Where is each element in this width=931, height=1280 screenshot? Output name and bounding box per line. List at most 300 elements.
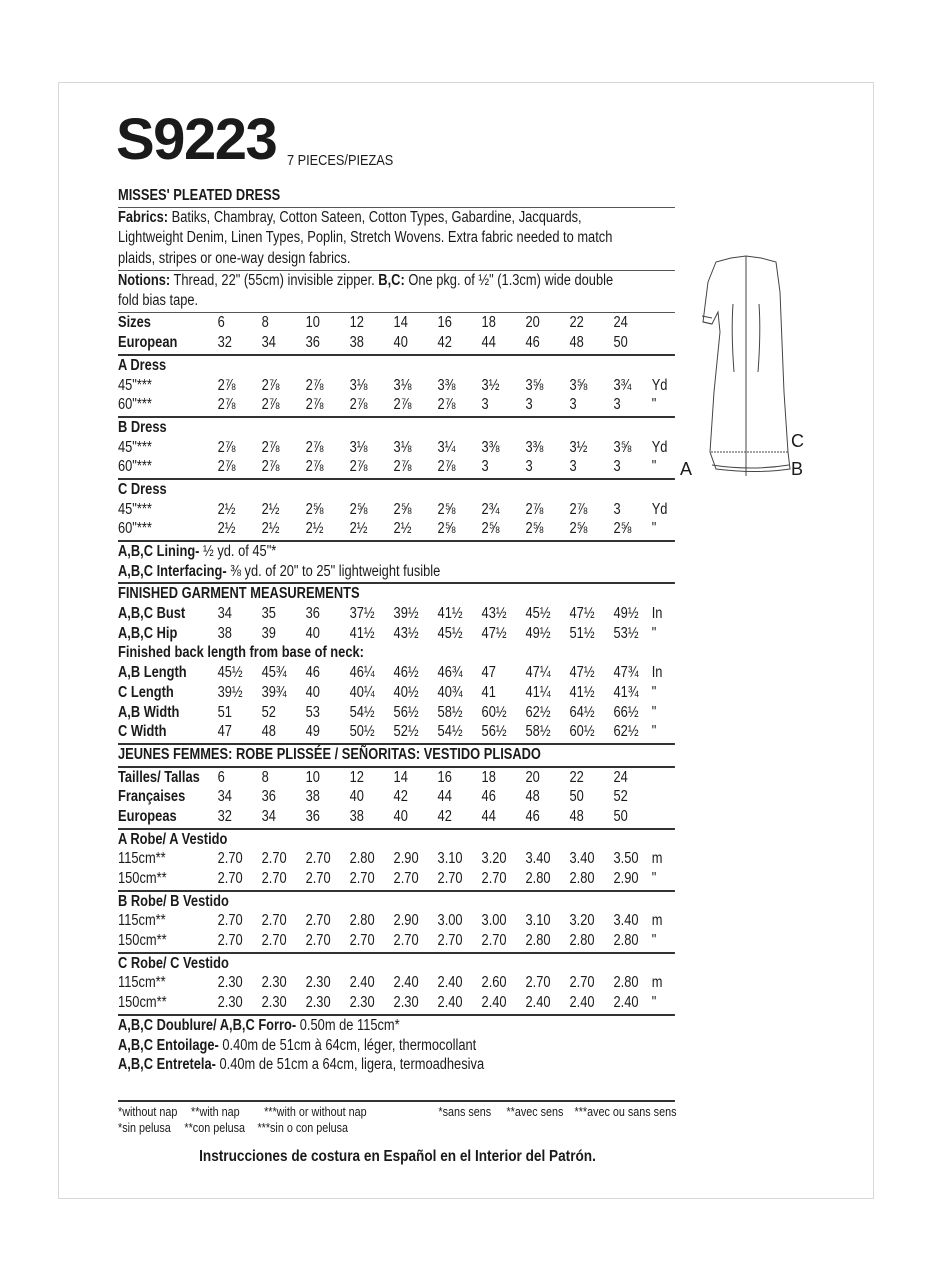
row-label: European — [118, 334, 178, 352]
cell-value: 41½ — [569, 683, 595, 701]
note-text: 0.40m de 51cm à 64cm, léger, thermocollant — [218, 1036, 477, 1054]
cell-value: 2.30 — [349, 994, 375, 1012]
row-label: C Width — [118, 723, 167, 741]
row-label: A,B Length — [118, 664, 187, 682]
cell-value: 3½ — [481, 376, 500, 394]
footnote: ***avec ou sans sens — [574, 1103, 677, 1119]
metric-yardage-row — [118, 993, 675, 1013]
unit: " — [651, 683, 657, 701]
cell-value: 2.40 — [349, 974, 375, 992]
cell-value: 46 — [525, 807, 540, 825]
cell-value: 56½ — [393, 703, 419, 721]
cell-value: 3 — [481, 396, 489, 414]
cell-value: 2⅞ — [305, 396, 324, 414]
note-text: ½ yd. of 45"* — [199, 543, 277, 561]
cell-value: 3.00 — [437, 912, 463, 930]
cell-value: 3⅝ — [525, 376, 544, 394]
cell-value: 48 — [569, 334, 584, 352]
cell-value: 41 — [481, 683, 496, 701]
cell-value: 40 — [393, 334, 408, 352]
cell-value: 40 — [349, 788, 364, 806]
notions-text: One pkg. of ½" (1.3cm) wide double — [404, 271, 614, 289]
cell-value: 2.70 — [217, 850, 243, 868]
cell-value: 20 — [525, 314, 540, 332]
cell-value: 2⅞ — [569, 500, 588, 518]
row-label: Sizes — [118, 314, 151, 332]
cell-value: 2.70 — [261, 870, 287, 888]
cell-value: 2.80 — [613, 932, 639, 950]
view-heading — [118, 418, 675, 438]
cell-value: 2.70 — [305, 932, 331, 950]
cell-value: 46 — [481, 788, 496, 806]
measurement-row — [118, 604, 675, 624]
cell-value: 52 — [261, 703, 276, 721]
unit: m — [651, 974, 663, 992]
cell-value: 6 — [217, 768, 225, 786]
cell-value: 2.70 — [349, 870, 375, 888]
yardage-row — [118, 376, 675, 396]
view-label-b: B — [791, 459, 804, 479]
interfacing-row — [118, 562, 675, 582]
cell-value: 2⅝ — [305, 500, 324, 518]
cell-value: 2⅞ — [261, 458, 280, 476]
view-heading — [118, 356, 675, 376]
cell-value: 2.30 — [261, 974, 287, 992]
cell-value: 51 — [217, 703, 232, 721]
note-label: A,B,C Entretela- — [118, 1056, 216, 1074]
unit: In — [651, 605, 663, 623]
cell-value: 2½ — [217, 520, 236, 538]
cell-value: 52 — [613, 788, 628, 806]
cell-value: 45½ — [437, 624, 463, 642]
heading: A Robe/ A Vestido — [118, 830, 228, 848]
row-label: 150cm** — [118, 870, 167, 888]
cell-value: 62½ — [613, 723, 639, 741]
cell-value: 2.70 — [217, 870, 243, 888]
unit: Yd — [651, 438, 668, 456]
fabrics-line: Lightweight Denim, Linen Types, Poplin, Stretch Wovens. Extra fabric needed to match — [118, 229, 613, 247]
yardage-row — [118, 519, 675, 539]
row-label: C Length — [118, 683, 174, 701]
cell-value: 47¼ — [525, 664, 551, 682]
heading: Finished back length from base of neck: — [118, 644, 364, 662]
unit: m — [651, 850, 663, 868]
cell-value: 2.40 — [569, 994, 595, 1012]
fabrics — [118, 208, 675, 228]
cell-value: 3.10 — [437, 850, 463, 868]
cell-value: 3⅛ — [393, 438, 412, 456]
cell-value: 40 — [305, 624, 320, 642]
footnotes-row — [118, 1120, 675, 1136]
cell-value: 36 — [305, 605, 320, 623]
cell-value: 3.50 — [613, 850, 639, 868]
cell-value: 3⅛ — [349, 438, 368, 456]
cell-value: 45¾ — [261, 664, 287, 682]
cell-value: 64½ — [569, 703, 595, 721]
cell-value: 41¼ — [525, 683, 551, 701]
cell-value: 58½ — [437, 703, 463, 721]
heading: A Dress — [118, 356, 167, 374]
heading: C Dress — [118, 480, 167, 498]
cell-value: 2.70 — [305, 870, 331, 888]
cell-value: 2⅝ — [349, 500, 368, 518]
cell-value: 46½ — [393, 664, 419, 682]
european-sizes-row — [118, 333, 675, 353]
cell-value: 2.70 — [217, 912, 243, 930]
spanish-instructions-note: Instrucciones de costura en Español en el Interior del Patrón. — [199, 1148, 596, 1165]
heading: FINISHED GARMENT MEASUREMENTS — [118, 585, 360, 603]
cell-value: 42 — [437, 334, 452, 352]
cell-value: 44 — [481, 334, 496, 352]
footnote: *sin pelusa — [118, 1119, 171, 1135]
cell-value: 2.70 — [349, 932, 375, 950]
metric-note-row — [118, 1036, 675, 1056]
notions-bc-label: B,C: — [378, 271, 405, 289]
metric-heading — [118, 745, 675, 765]
cell-value: 2⅞ — [217, 458, 236, 476]
cell-value: 2.40 — [393, 974, 419, 992]
metric-size-row — [118, 787, 675, 807]
cell-value: 39½ — [393, 605, 419, 623]
cell-value: 44 — [437, 788, 452, 806]
footnote: *without nap — [118, 1103, 178, 1119]
footnote: **avec sens — [506, 1103, 564, 1119]
metric-size-row — [118, 807, 675, 827]
view-label-a: A — [680, 459, 693, 479]
cell-value: 46¼ — [349, 664, 375, 682]
cell-value: 3 — [525, 458, 533, 476]
yardage-tables — [118, 313, 675, 1135]
cell-value: 38 — [349, 807, 364, 825]
cell-value: 60½ — [481, 703, 507, 721]
row-label: 45"*** — [118, 376, 152, 394]
notions-text: Thread, 22" (55cm) invisible zipper. — [170, 271, 379, 289]
cell-value: 46 — [305, 664, 320, 682]
cell-value: 39 — [261, 624, 276, 642]
cell-value: 2.80 — [349, 850, 375, 868]
footnotes-row — [118, 1104, 675, 1120]
cell-value: 2⅞ — [349, 396, 368, 414]
cell-value: 45½ — [525, 605, 551, 623]
cell-value: 40¾ — [437, 683, 463, 701]
note-text: 0.50m de 115cm* — [296, 1016, 400, 1034]
cell-value: 34 — [261, 807, 276, 825]
row-label: A,B,C Hip — [118, 624, 178, 642]
cell-value: 49 — [305, 723, 320, 741]
cell-value: 14 — [393, 768, 408, 786]
footnote: **con pelusa — [184, 1119, 245, 1135]
cell-value: 2.40 — [613, 994, 639, 1012]
cell-value: 2.90 — [393, 850, 419, 868]
cell-value: 2.80 — [569, 870, 595, 888]
footnote: ***with or without nap — [264, 1103, 367, 1119]
cell-value: 22 — [569, 768, 584, 786]
cell-value: 48 — [525, 788, 540, 806]
cell-value: 39½ — [217, 683, 243, 701]
measurement-row — [118, 703, 675, 723]
metric-note-row — [118, 1016, 675, 1036]
note-text: ⅜ yd. of 20" to 25" lightweight fusible — [226, 562, 441, 580]
cell-value: 2⅝ — [481, 520, 500, 538]
notions — [118, 271, 675, 291]
unit: " — [651, 703, 657, 721]
cell-value: 40½ — [393, 683, 419, 701]
sizes-row — [118, 313, 675, 333]
unit: " — [651, 932, 657, 950]
cell-value: 49½ — [525, 624, 551, 642]
unit: " — [651, 624, 657, 642]
cell-value: 40 — [305, 683, 320, 701]
row-label: 150cm** — [118, 994, 167, 1012]
cell-value: 2⅝ — [613, 520, 632, 538]
cell-value: 2.30 — [305, 974, 331, 992]
cell-value: 6 — [217, 314, 225, 332]
cell-value: 38 — [349, 334, 364, 352]
unit: " — [651, 994, 657, 1012]
cell-value: 2.80 — [613, 974, 639, 992]
cell-value: 2½ — [349, 520, 368, 538]
cell-value: 16 — [437, 768, 452, 786]
cell-value: 2⅞ — [217, 438, 236, 456]
footnote: *sans sens — [438, 1103, 492, 1119]
cell-value: 2⅞ — [393, 396, 412, 414]
cell-value: 2⅞ — [261, 376, 280, 394]
cell-value: 47½ — [481, 624, 507, 642]
notions-label: Notions: — [118, 271, 171, 289]
cell-value: 2.30 — [261, 994, 287, 1012]
pieces-count: 7 PIECES/PIEZAS — [287, 152, 394, 169]
cell-value: 3⅛ — [393, 376, 412, 394]
cell-value: 45½ — [217, 664, 243, 682]
cell-value: 2.40 — [437, 994, 463, 1012]
cell-value: 2½ — [393, 520, 412, 538]
cell-value: 38 — [305, 788, 320, 806]
pattern-number: S9223 — [116, 107, 277, 172]
cell-value: 36 — [305, 334, 320, 352]
cell-value: 3⅛ — [349, 376, 368, 394]
cell-value: 3 — [481, 458, 489, 476]
cell-value: 12 — [349, 768, 364, 786]
cell-value: 2.30 — [305, 994, 331, 1012]
cell-value: 3.40 — [613, 912, 639, 930]
cell-value: 3¼ — [437, 438, 456, 456]
yardage-row — [118, 395, 675, 415]
cell-value: 3⅜ — [437, 376, 456, 394]
cell-value: 2⅞ — [305, 458, 324, 476]
unit: " — [651, 870, 657, 888]
cell-value: 2½ — [305, 520, 324, 538]
cell-value: 36 — [305, 807, 320, 825]
metric-note-row — [118, 1055, 675, 1075]
cell-value: 66½ — [613, 703, 639, 721]
cell-value: 50 — [569, 788, 584, 806]
metric-yardage-row — [118, 849, 675, 869]
cell-value: 3 — [613, 458, 621, 476]
cell-value: 3.20 — [481, 850, 507, 868]
cell-value: 50½ — [349, 723, 375, 741]
row-label: 115cm** — [118, 850, 166, 868]
cell-value: 40 — [393, 807, 408, 825]
cell-value: 3½ — [569, 438, 588, 456]
cell-value: 8 — [261, 314, 269, 332]
garment-title: MISSES' PLEATED DRESS — [118, 187, 281, 204]
cell-value: 2.70 — [481, 932, 507, 950]
yardage-row — [118, 500, 675, 520]
cell-value: 2.70 — [261, 912, 287, 930]
cell-value: 3⅝ — [613, 438, 632, 456]
row-label: Françaises — [118, 788, 186, 806]
cell-value: 20 — [525, 768, 540, 786]
cell-value: 3¾ — [613, 376, 632, 394]
cell-value: 18 — [481, 314, 496, 332]
cell-value: 53 — [305, 703, 320, 721]
cell-value: 2.40 — [525, 994, 551, 1012]
cell-value: 2.90 — [613, 870, 639, 888]
measurement-row — [118, 624, 675, 644]
cell-value: 2.70 — [525, 974, 551, 992]
cell-value: 46 — [525, 334, 540, 352]
cell-value: 2⅞ — [437, 458, 456, 476]
cell-value: 2.70 — [217, 932, 243, 950]
cell-value: 18 — [481, 768, 496, 786]
cell-value: 3.00 — [481, 912, 507, 930]
view-heading — [118, 830, 675, 850]
fabrics-label: Fabrics: — [118, 209, 169, 226]
cell-value: 62½ — [525, 703, 551, 721]
cell-value: 41½ — [349, 624, 375, 642]
cell-value: 2.70 — [481, 870, 507, 888]
cell-value: 2.90 — [393, 912, 419, 930]
cell-value: 41½ — [437, 605, 463, 623]
metric-yardage-row — [118, 931, 675, 951]
fabrics-line: plaids, stripes or one-way design fabrics. — [118, 249, 351, 267]
cell-value: 3.40 — [525, 850, 551, 868]
cell-value: 54½ — [437, 723, 463, 741]
cell-value: 34 — [261, 334, 276, 352]
cell-value: 2¾ — [481, 500, 500, 518]
cell-value: 2⅞ — [217, 396, 236, 414]
cell-value: 24 — [613, 314, 628, 332]
cell-value: 3.40 — [569, 850, 595, 868]
view-heading — [118, 892, 675, 912]
cell-value: 2.30 — [217, 974, 243, 992]
cell-value: 2½ — [217, 500, 236, 518]
cell-value: 2.70 — [569, 974, 595, 992]
cell-value: 3 — [525, 396, 533, 414]
cell-value: 2⅝ — [437, 520, 456, 538]
unit: m — [651, 912, 663, 930]
unit: " — [651, 396, 657, 414]
row-label: Europeas — [118, 807, 177, 825]
cell-value: 2.40 — [481, 994, 507, 1012]
cell-value: 47 — [217, 723, 232, 741]
row-label: 115cm** — [118, 974, 166, 992]
heading: JEUNES FEMMES: ROBE PLISSÉE / SEÑORITAS: VESTIDO PLISADO — [118, 745, 541, 763]
cell-value: 40¼ — [349, 683, 375, 701]
unit: " — [651, 458, 657, 476]
cell-value: 47½ — [569, 664, 595, 682]
cell-value: 50 — [613, 807, 628, 825]
cell-value: 3⅜ — [481, 438, 500, 456]
cell-value: 2⅞ — [217, 376, 236, 394]
cell-value: 47½ — [569, 605, 595, 623]
note-text: 0.40m de 51cm a 64cm, ligera, termoadhesiva — [215, 1056, 485, 1074]
measurement-row — [118, 722, 675, 742]
note-label: A,B,C Doublure/ A,B,C Forro- — [118, 1016, 297, 1034]
cell-value: 2.70 — [305, 912, 331, 930]
cell-value: 2.30 — [217, 994, 243, 1012]
cell-value: 48 — [261, 723, 276, 741]
unit: " — [651, 520, 657, 538]
note-label: A,B,C Lining- — [118, 543, 200, 561]
metric-yardage-row — [118, 911, 675, 931]
row-label: 150cm** — [118, 932, 167, 950]
cell-value: 49½ — [613, 605, 639, 623]
cell-value: 34 — [217, 605, 232, 623]
view-heading — [118, 954, 675, 974]
pattern-info — [118, 186, 675, 1136]
cell-value: 2½ — [261, 500, 280, 518]
cell-value: 2⅝ — [569, 520, 588, 538]
cell-value: 2.70 — [393, 870, 419, 888]
cell-value: 43½ — [393, 624, 419, 642]
cell-value: 44 — [481, 807, 496, 825]
cell-value: 2.70 — [437, 932, 463, 950]
lining-row — [118, 542, 675, 562]
unit: Yd — [651, 376, 668, 394]
cell-value: 16 — [437, 314, 452, 332]
cell-value: 60½ — [569, 723, 595, 741]
yardage-row — [118, 438, 675, 458]
cell-value: 14 — [393, 314, 408, 332]
cell-value: 41¾ — [613, 683, 639, 701]
cell-value: 2.80 — [569, 932, 595, 950]
cell-value: 38 — [217, 624, 232, 642]
cell-value: 39¾ — [261, 683, 287, 701]
cell-value: 2.70 — [261, 932, 287, 950]
cell-value: 10 — [305, 314, 320, 332]
cell-value: 2.70 — [437, 870, 463, 888]
cell-value: 56½ — [481, 723, 507, 741]
metric-yardage-row — [118, 973, 675, 993]
cell-value: 35 — [261, 605, 276, 623]
note-label: A,B,C Entoilage- — [118, 1036, 219, 1054]
cell-value: 2.70 — [261, 850, 287, 868]
unit: Yd — [651, 500, 668, 518]
cell-value: 3 — [613, 500, 621, 518]
cell-value: 2⅞ — [261, 438, 280, 456]
cell-value: 24 — [613, 768, 628, 786]
cell-value: 3⅝ — [569, 376, 588, 394]
heading: B Robe/ B Vestido — [118, 892, 229, 910]
cell-value: 42 — [393, 788, 408, 806]
heading: C Robe/ C Vestido — [118, 954, 229, 972]
cell-value: 48 — [569, 807, 584, 825]
row-label: 45"*** — [118, 500, 152, 518]
unit: In — [651, 664, 663, 682]
cell-value: 36 — [261, 788, 276, 806]
measurement-row — [118, 663, 675, 683]
cell-value: 2.40 — [437, 974, 463, 992]
cell-value: 53½ — [613, 624, 639, 642]
cell-value: 2⅞ — [261, 396, 280, 414]
cell-value: 3 — [569, 458, 577, 476]
cell-value: 22 — [569, 314, 584, 332]
cell-value: 2⅞ — [349, 458, 368, 476]
cell-value: 2.70 — [393, 932, 419, 950]
row-label: 60"*** — [118, 396, 152, 414]
cell-value: 51½ — [569, 624, 595, 642]
